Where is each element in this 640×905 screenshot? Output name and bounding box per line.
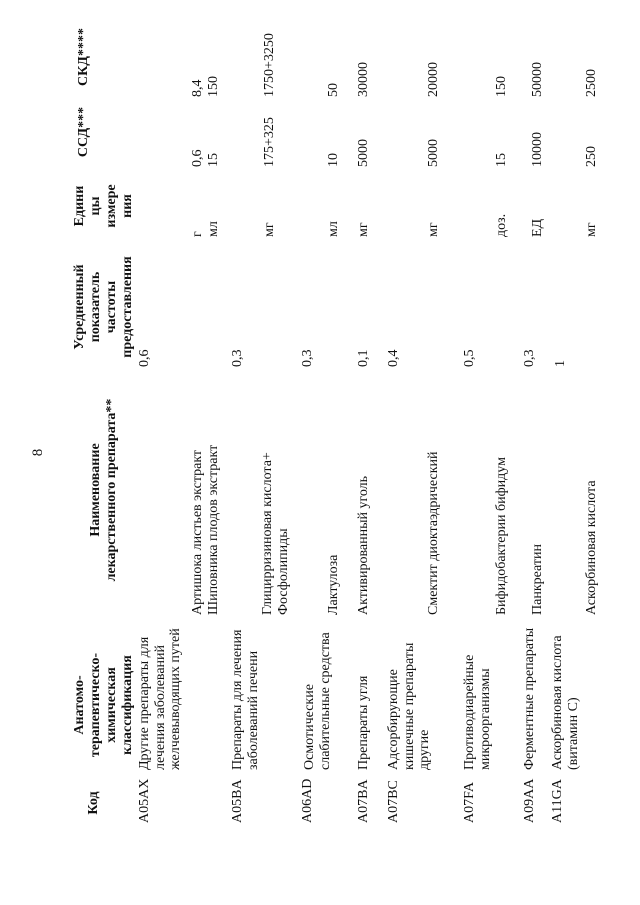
row-atc-line: Противодиарейные	[462, 654, 477, 770]
row-skd-line: 50000	[530, 62, 545, 97]
row-unit-line: мг	[584, 222, 599, 237]
row-atc	[356, 676, 372, 770]
row-drug-line: Смектит диоктаэдрический	[426, 451, 441, 615]
header-skd: СКД****	[76, 28, 91, 86]
row-drugs	[356, 476, 372, 615]
row-ssd	[530, 132, 546, 167]
header-unit-line: измере	[104, 184, 119, 228]
row-ssd	[262, 117, 278, 167]
row-frequency: 0,5	[462, 349, 477, 367]
row-ssd	[356, 139, 372, 167]
row-skd-line: 50	[326, 83, 341, 97]
row-drugs	[494, 457, 510, 615]
row-atc-line: заболеваний печени	[245, 650, 261, 770]
header-atc-line: классификация	[120, 655, 135, 755]
row-code: A11GA	[550, 779, 565, 823]
row-ssd-line: 0,6	[190, 149, 205, 167]
row-skd-line: 8,4	[190, 79, 205, 97]
row-drug-line: Аскорбиновая кислота	[584, 480, 599, 615]
row-units	[426, 222, 442, 237]
row-atc-line: Другие препараты для	[137, 636, 152, 770]
row-ssd	[494, 153, 510, 167]
row-skd	[530, 62, 546, 97]
row-code: A09AA	[522, 778, 537, 823]
row-skd	[356, 62, 372, 97]
row-atc	[550, 635, 581, 770]
row-unit-line: ЕД	[530, 218, 545, 237]
row-ssd-line: 15	[494, 153, 509, 167]
row-atc-line: желчевыводящих путей	[168, 628, 183, 770]
row-atc-line: Препараты для лечения	[230, 629, 245, 770]
row-atc	[462, 655, 493, 770]
row-skd	[190, 76, 221, 97]
row-skd-line: 30000	[356, 62, 371, 97]
row-unit-line: мг	[426, 222, 441, 237]
row-drug-line: Фосфолипиды	[275, 528, 291, 615]
page-number: 8	[30, 448, 46, 457]
row-skd	[262, 33, 278, 97]
row-code: A07FA	[462, 782, 477, 823]
row-atc	[522, 628, 538, 770]
row-ssd	[190, 150, 221, 168]
row-units	[356, 222, 372, 237]
row-frequency: 0,4	[386, 349, 401, 367]
header-drug-line: лекарственного препарата**	[104, 398, 119, 582]
row-skd-line: 1750+3250	[262, 33, 277, 97]
row-ssd-line: 175+325	[262, 117, 277, 167]
row-unit-line: мг	[262, 222, 277, 237]
row-ssd	[326, 153, 342, 167]
row-skd	[426, 62, 442, 97]
row-atc	[386, 643, 433, 770]
header-frequency	[72, 247, 136, 367]
row-drugs	[190, 445, 221, 615]
row-atc-line: (витамин С)	[565, 697, 581, 770]
header-atc-line: Анатомо-	[72, 675, 87, 735]
row-atc-line: Препараты угля	[356, 675, 371, 770]
row-atc-line: микроорганизмы	[477, 668, 493, 770]
row-drugs	[584, 480, 600, 615]
header-drug-line: Наименование	[88, 443, 103, 537]
row-atc	[230, 630, 261, 771]
header-drug	[88, 365, 120, 615]
row-frequency: 0,6	[137, 349, 152, 367]
row-units	[530, 219, 546, 237]
row-atc-line: Ферментные препараты	[522, 627, 537, 770]
row-drug-line: Артишока листьев экстракт	[190, 449, 205, 615]
header-atc-line: терапевтическо-	[88, 652, 103, 758]
header-atc-line: химическая	[104, 667, 119, 743]
row-code: A07BC	[386, 780, 401, 823]
row-skd-line: 150	[205, 76, 221, 97]
header-freq-line: показатель	[88, 271, 103, 343]
row-atc-line: слабительные средства	[317, 632, 333, 770]
row-frequency: 0,3	[522, 349, 537, 367]
row-skd-line: 20000	[426, 62, 441, 97]
row-code: A05BA	[230, 779, 245, 823]
row-atc	[137, 628, 184, 770]
header-ssd: ССД***	[76, 106, 91, 158]
header-unit-line: цы	[88, 196, 103, 216]
header-freq-line: частоты	[104, 280, 119, 334]
row-frequency: 0,3	[300, 349, 315, 367]
row-frequency: 0,1	[356, 349, 371, 367]
row-drugs	[326, 555, 342, 615]
row-drug-line: Панкреатин	[530, 544, 545, 615]
row-atc-line: Аскорбиновая кислота	[550, 635, 565, 770]
header-atc	[72, 640, 136, 770]
row-code: A06AD	[300, 778, 315, 823]
row-skd	[494, 76, 510, 97]
row-frequency: 1	[553, 360, 568, 367]
row-code: A07BA	[356, 779, 371, 823]
header-unit	[72, 175, 136, 237]
row-atc-line: лечения заболеваний	[152, 644, 168, 770]
row-code: A05AX	[137, 778, 152, 823]
row-drugs	[530, 544, 546, 615]
header-unit-line: ния	[120, 194, 135, 218]
row-unit-line: мл	[205, 221, 221, 237]
header-unit-line: Едини	[72, 185, 87, 227]
row-skd	[584, 69, 600, 97]
row-drug-line: Глицирризиновая кислота+	[260, 452, 275, 615]
row-unit-line: мл	[326, 221, 341, 237]
row-skd	[326, 83, 342, 97]
row-frequency: 0,3	[230, 349, 245, 367]
row-drugs	[260, 452, 291, 615]
row-drug-line: Активированный уголь	[356, 475, 371, 615]
row-ssd-line: 5000	[426, 139, 441, 167]
row-drugs	[426, 452, 442, 616]
row-ssd-line: 10	[326, 153, 341, 167]
row-unit-line: мг	[356, 222, 371, 237]
row-units	[262, 222, 278, 237]
row-atc-line: кишечные препараты	[401, 642, 417, 770]
row-units	[326, 221, 342, 237]
header-freq-line: Усредненный	[72, 264, 87, 350]
row-drug-line: Бифидобактерии бифидум	[494, 457, 509, 615]
header-code: Код	[86, 791, 101, 815]
row-ssd	[426, 139, 442, 167]
row-unit-line: г	[190, 231, 205, 237]
row-skd-line: 150	[494, 76, 509, 97]
header-freq-line: предоставления	[120, 256, 135, 358]
row-units	[494, 214, 510, 237]
row-atc-line: Осмотические	[302, 684, 317, 770]
row-ssd-line: 10000	[530, 132, 545, 167]
row-drug-line: Шиповника плодов экстракт	[205, 444, 221, 615]
row-ssd-line: 15	[205, 153, 221, 167]
row-ssd-line: 250	[584, 146, 599, 167]
row-ssd	[584, 146, 600, 167]
row-ssd-line: 5000	[356, 139, 371, 167]
row-units	[584, 222, 600, 237]
row-units	[190, 221, 221, 237]
row-atc-line: другие	[417, 729, 432, 770]
row-atc	[302, 632, 333, 770]
row-atc-line: Адсорбирующие	[386, 669, 401, 770]
row-drug-line: Лактулоза	[326, 554, 341, 615]
row-unit-line: доз.	[494, 213, 509, 237]
row-skd-line: 2500	[584, 69, 599, 97]
